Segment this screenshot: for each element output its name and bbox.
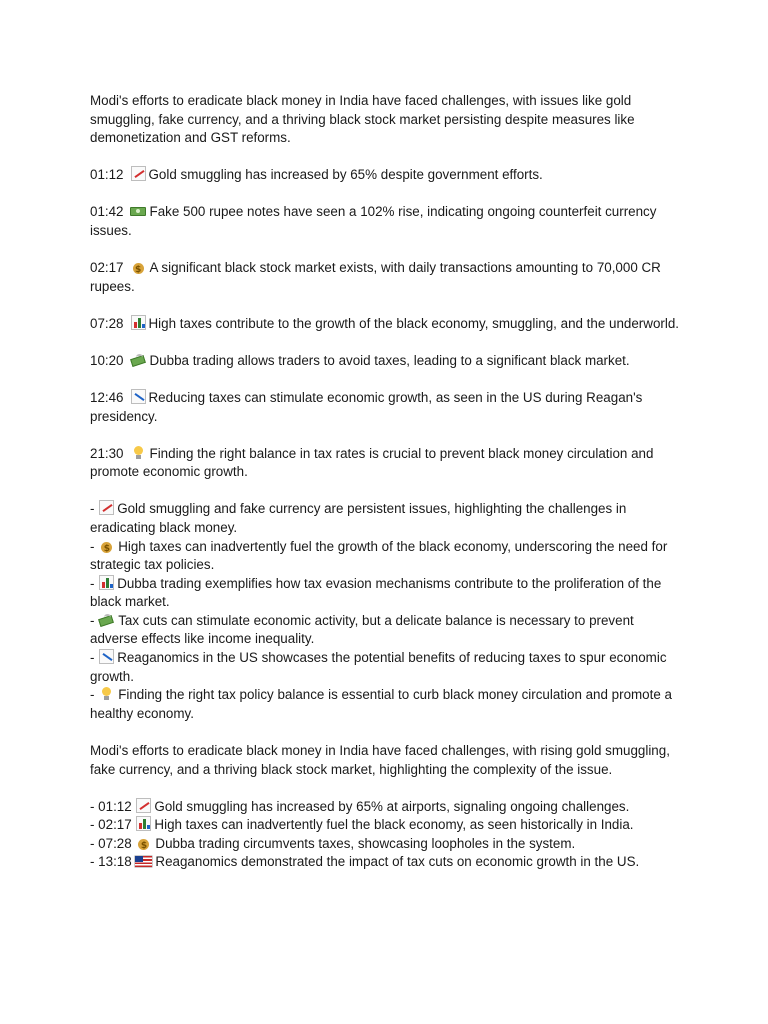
list-item — [90, 612, 682, 649]
bullet-prefix: - — [90, 650, 99, 666]
list-item-text: Finding the right tax policy balance is essential to curb black money circulation and promote a healthy economy. — [90, 687, 672, 721]
list-item-text: High taxes can inadvertently fuel the black economy, as seen historically in India. — [154, 817, 634, 833]
insights-list — [90, 500, 682, 723]
list-item — [90, 686, 682, 723]
timestamp-item — [90, 315, 682, 334]
list-item-text: Dubba trading circumvents taxes, showcasing loopholes in the system. — [155, 835, 576, 851]
list-item — [90, 500, 682, 537]
timestamp-text: A significant black stock market exists, with daily transactions amounting to 70,000 CR rupees. — [90, 260, 661, 294]
list-item-text: Gold smuggling and fake currency are persistent issues, highlighting the challenges in eradicating black money. — [90, 501, 627, 535]
timestamp: 02:17 — [90, 260, 124, 276]
money-with-wings-icon — [98, 613, 115, 627]
money-bag-icon — [98, 539, 115, 553]
highlights-list — [90, 798, 682, 872]
timestamp: 01:42 — [90, 204, 124, 220]
bar-chart-icon — [131, 315, 146, 330]
list-item — [90, 853, 682, 872]
money-bag-icon — [135, 836, 152, 850]
chart-decreasing-icon — [99, 649, 114, 664]
intro-paragraph: Modi's efforts to eradicate black money in India have faced challenges, with issues like gold smuggling, fake currency, and a thriving black stock market persisting despite measures like demonetization and GST reforms. — [90, 93, 635, 146]
list-item-text: Reaganomics in the US showcases the potential benefits of reducing taxes to spur economic growth. — [90, 650, 667, 684]
timestamp: 12:46 — [90, 389, 124, 405]
list-item — [90, 835, 682, 854]
timestamp-list — [90, 166, 682, 482]
list-item-text: Dubba trading exemplifies how tax evasion mechanisms contribute to the proliferation of the black market. — [90, 575, 662, 610]
bullet-prefix: - — [90, 687, 99, 703]
chart-increasing-icon — [131, 166, 146, 181]
list-item — [90, 649, 682, 686]
timestamp-item — [90, 352, 682, 371]
list-item — [90, 816, 682, 835]
money-with-wings-icon — [130, 353, 147, 367]
chart-decreasing-icon — [131, 389, 146, 404]
us-flag-icon — [135, 856, 152, 867]
banknote-icon — [130, 204, 147, 218]
timestamp-text: Finding the right balance in tax rates is crucial to prevent black money circulation and promote economic growth. — [90, 445, 654, 480]
bullet-prefix: - — [90, 538, 99, 554]
bullet-prefix: - — [90, 501, 99, 517]
list-item — [90, 538, 682, 575]
list-item-text: Gold smuggling has increased by 65% at airports, signaling ongoing challenges. — [154, 798, 630, 814]
list-item-text: High taxes can inadvertently fuel the growth of the black economy, underscoring the need for strategic tax policies. — [90, 538, 668, 573]
timestamp-text: Gold smuggling has increased by 65% despite government efforts. — [148, 167, 543, 183]
timestamp-text: Fake 500 rupee notes have seen a 102% rise, indicating ongoing counterfeit currency issues. — [90, 204, 657, 238]
timestamp: 21:30 — [90, 445, 124, 461]
timestamp: 07:28 — [90, 315, 124, 331]
timestamp-text: Reducing taxes can stimulate economic growth, as seen in the US during Reagan's presidency. — [90, 389, 643, 424]
chart-increasing-icon — [99, 500, 114, 515]
bullet-prefix: - — [90, 575, 99, 591]
bar-chart-icon — [99, 575, 114, 590]
money-bag-icon — [130, 260, 147, 274]
bullet-prefix: - 01:12 — [90, 798, 136, 814]
timestamp-item — [90, 445, 682, 482]
timestamp: 01:12 — [90, 167, 124, 183]
list-item — [90, 798, 682, 817]
bullet-prefix: - 07:28 — [90, 835, 136, 851]
timestamp-text: High taxes contribute to the growth of the black economy, smuggling, and the underworld. — [148, 315, 679, 331]
lightbulb-icon — [98, 687, 115, 701]
timestamp-item — [90, 166, 682, 185]
list-item — [90, 575, 682, 612]
summary-paragraph: Modi's efforts to eradicate black money in India have faced challenges, with rising gold smuggling, fake currency, and a thriving black stock market, highlighting the complexity of the issue. — [90, 742, 670, 777]
list-item-text: Tax cuts can stimulate economic activity, but a delicate balance is necessary to prevent adverse effects like income inequality. — [90, 612, 634, 647]
timestamp-item — [90, 203, 682, 240]
bullet-prefix: - — [90, 612, 99, 628]
timestamp-text: Dubba trading allows traders to avoid taxes, leading to a significant black market. — [149, 352, 630, 368]
bullet-prefix: - 13:18 — [90, 854, 136, 870]
chart-increasing-icon — [136, 798, 151, 813]
timestamp: 10:20 — [90, 352, 124, 368]
bullet-prefix: - 02:17 — [90, 817, 136, 833]
list-item-text: Reaganomics demonstrated the impact of tax cuts on economic growth in the US. — [155, 854, 640, 870]
lightbulb-icon — [130, 446, 147, 460]
timestamp-item — [90, 259, 682, 296]
timestamp-item — [90, 389, 682, 426]
bar-chart-icon — [136, 816, 151, 831]
